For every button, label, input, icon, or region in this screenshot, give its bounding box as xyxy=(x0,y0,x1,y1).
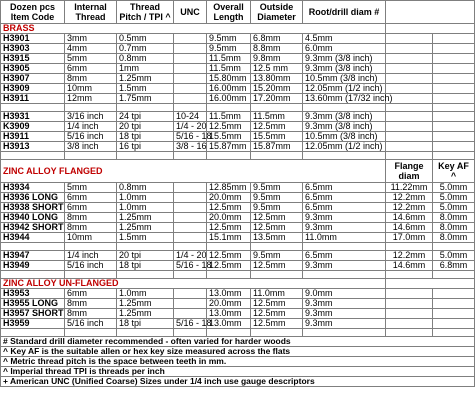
table-cell: 15.87mm xyxy=(207,142,251,152)
column-header: UNC xyxy=(174,1,207,24)
table-cell xyxy=(386,24,475,34)
table-cell: 14.6mm xyxy=(386,261,433,271)
table-cell: 6.5mm xyxy=(303,193,386,203)
table-row xyxy=(1,74,475,84)
table-cell xyxy=(386,299,433,309)
table-cell xyxy=(174,74,207,84)
table-row xyxy=(1,213,475,223)
item-code: H3931 xyxy=(1,112,65,122)
table-cell: 9.5mm xyxy=(251,251,303,261)
table-cell xyxy=(386,34,433,44)
item-code: H3940 LONG xyxy=(1,213,65,223)
table-cell xyxy=(386,122,433,132)
table-cell: 9.3mm (3/8 inch) xyxy=(303,122,386,132)
table-cell: 12.5mm xyxy=(207,122,251,132)
table-cell xyxy=(174,203,207,213)
table-row xyxy=(1,319,475,329)
table-cell: 8mm xyxy=(65,74,117,84)
table-cell: 12.5mm xyxy=(251,122,303,132)
column-header xyxy=(386,1,475,24)
table-row xyxy=(1,54,475,64)
table-cell: 6mm xyxy=(65,203,117,213)
table-cell: 1/4 inch xyxy=(65,251,117,261)
table-cell: 8.8mm xyxy=(251,44,303,54)
table-cell: 1.5mm xyxy=(117,233,174,243)
table-cell: 12.5mm xyxy=(207,203,251,213)
table-cell: 0.8mm xyxy=(117,183,174,193)
table-cell: 5.0mm xyxy=(433,203,475,213)
table-cell: 8mm xyxy=(65,299,117,309)
table-row xyxy=(1,84,475,94)
spacer-cell xyxy=(433,329,475,337)
item-code: H3947 xyxy=(1,251,65,261)
table-row xyxy=(1,64,475,74)
column-header: Thread Pitch / TPI ^ xyxy=(117,1,174,24)
section-header-row xyxy=(1,24,475,34)
spacer-cell xyxy=(303,271,386,279)
table-cell: 11.5mm xyxy=(207,112,251,122)
item-code: H3911 xyxy=(1,132,65,142)
item-code: H3936 LONG xyxy=(1,193,65,203)
table-cell xyxy=(433,319,475,329)
table-cell: 16.00mm xyxy=(207,94,251,104)
table-cell: 6.5mm xyxy=(303,183,386,193)
table-cell xyxy=(386,112,433,122)
table-cell: 1.5mm xyxy=(117,84,174,94)
spacer-cell xyxy=(174,152,207,160)
table-cell: 12.2mm xyxy=(386,251,433,261)
spacer-cell xyxy=(303,152,386,160)
table-cell: 9.5mm xyxy=(251,193,303,203)
spacer-cell xyxy=(433,152,475,160)
table-cell: 8.0mm xyxy=(433,213,475,223)
note-row xyxy=(1,367,475,377)
spacer-cell xyxy=(251,152,303,160)
table-row xyxy=(1,289,475,299)
table-cell: 3/8 - 16 xyxy=(174,142,207,152)
table-cell: 10mm xyxy=(65,84,117,94)
table-cell xyxy=(386,279,475,289)
table-cell xyxy=(433,94,475,104)
table-cell: 5/16 - 18 xyxy=(174,132,207,142)
table-cell xyxy=(174,223,207,233)
table-cell: 12.2mm xyxy=(386,203,433,213)
item-code: H3959 xyxy=(1,319,65,329)
table-cell xyxy=(386,94,433,104)
table-cell: 9.3mm xyxy=(303,299,386,309)
table-cell: 16.00mm xyxy=(207,84,251,94)
table-row xyxy=(1,94,475,104)
table-cell xyxy=(386,319,433,329)
table-cell xyxy=(174,44,207,54)
table-row xyxy=(1,44,475,54)
spacer-cell xyxy=(386,271,433,279)
table-cell xyxy=(433,309,475,319)
table-cell xyxy=(174,233,207,243)
table-cell xyxy=(433,299,475,309)
spacer-cell xyxy=(65,152,117,160)
table-cell xyxy=(386,54,433,64)
spacer-cell xyxy=(207,271,251,279)
note-row xyxy=(1,337,475,347)
table-cell: 8.0mm xyxy=(433,223,475,233)
item-code: H3949 xyxy=(1,261,65,271)
table-cell: 8mm xyxy=(65,309,117,319)
table-cell: 12.5mm xyxy=(251,223,303,233)
column-header: Flange diam xyxy=(386,160,433,183)
table-cell: 8mm xyxy=(65,213,117,223)
table-cell: 1mm xyxy=(117,64,174,74)
table-cell xyxy=(433,44,475,54)
note-text: + American UNC (Unified Coarse) Sizes under 1/4 inch use gauge descriptors xyxy=(1,377,475,387)
table-row xyxy=(1,309,475,319)
table-row xyxy=(1,261,475,271)
table-cell: 12mm xyxy=(65,94,117,104)
item-code: H3957 SHORT xyxy=(1,309,65,319)
table-cell xyxy=(174,299,207,309)
table-cell xyxy=(174,84,207,94)
table-cell xyxy=(433,34,475,44)
table-cell: 5/16 - 18 xyxy=(174,319,207,329)
table-cell: 9.5mm xyxy=(207,44,251,54)
table-cell: 15.5mm xyxy=(251,132,303,142)
table-cell: 8.0mm xyxy=(433,233,475,243)
table-cell xyxy=(433,142,475,152)
table-cell: 9.0mm xyxy=(303,289,386,299)
table-cell xyxy=(386,132,433,142)
table-cell: 5/16 inch xyxy=(65,319,117,329)
table-cell xyxy=(386,309,433,319)
table-cell xyxy=(386,44,433,54)
spacer-cell xyxy=(433,271,475,279)
table-cell xyxy=(433,112,475,122)
item-code: H3942 SHORT xyxy=(1,223,65,233)
spacer-cell xyxy=(386,329,433,337)
table-cell: 4.5mm xyxy=(303,34,386,44)
table-cell xyxy=(386,74,433,84)
table-cell: 10.5mm (3/8 inch) xyxy=(303,74,386,84)
table-cell: 13.0mm xyxy=(207,289,251,299)
table-cell: 20.0mm xyxy=(207,213,251,223)
table-cell: 1.25mm xyxy=(117,223,174,233)
table-cell: 20 tpi xyxy=(117,122,174,132)
table-cell: 12.5mm xyxy=(251,309,303,319)
spacer-cell xyxy=(386,152,433,160)
item-code: H3911 xyxy=(1,94,65,104)
note-text: ^ Imperial thread TPI is threads per inch xyxy=(1,367,475,377)
table-cell xyxy=(433,74,475,84)
table-cell: 13.60mm (17/32 inch) xyxy=(303,94,386,104)
table-cell: 1.0mm xyxy=(117,289,174,299)
table-cell: 10.5mm (3/8 inch) xyxy=(303,132,386,142)
table-cell: 17.0mm xyxy=(386,233,433,243)
table-cell: 12.5mm xyxy=(251,319,303,329)
column-header: Overall Length xyxy=(207,1,251,24)
table-cell: 9.5mm xyxy=(251,183,303,193)
table-cell: 9.3mm xyxy=(303,223,386,233)
table-row xyxy=(1,299,475,309)
column-header: Dozen pcs Item Code xyxy=(1,1,65,24)
table-cell: 1.0mm xyxy=(117,203,174,213)
table-cell: 11.5mm xyxy=(251,112,303,122)
table-cell: 15.1mm xyxy=(207,233,251,243)
table-cell xyxy=(174,213,207,223)
note-row xyxy=(1,377,475,387)
spacer-cell xyxy=(433,104,475,112)
item-code: H3953 xyxy=(1,289,65,299)
table-cell: 17.20mm xyxy=(251,94,303,104)
column-header: Internal Thread xyxy=(65,1,117,24)
table-cell: 5mm xyxy=(65,183,117,193)
table-row xyxy=(1,251,475,261)
table-cell: 13.0mm xyxy=(207,309,251,319)
table-cell xyxy=(174,54,207,64)
item-code: H3938 SHORT xyxy=(1,203,65,213)
table-cell xyxy=(174,34,207,44)
item-code: H3955 LONG xyxy=(1,299,65,309)
table-cell xyxy=(174,64,207,74)
table-cell: 12.2mm xyxy=(386,193,433,203)
table-cell: 13.0mm xyxy=(207,319,251,329)
section-title: BRASS xyxy=(1,24,386,34)
table-row xyxy=(1,34,475,44)
item-code: H3901 xyxy=(1,34,65,44)
table-cell xyxy=(386,142,433,152)
table-cell: 6.0mm xyxy=(303,44,386,54)
table-cell: 3/16 inch xyxy=(65,112,117,122)
table-cell: 0.7mm xyxy=(117,44,174,54)
table-row xyxy=(1,142,475,152)
item-code: H3905 xyxy=(1,64,65,74)
table-cell: 5.0mm xyxy=(433,183,475,193)
table-cell: 9.3mm (3/8 inch) xyxy=(303,64,386,74)
table-cell: 6mm xyxy=(65,289,117,299)
table-row xyxy=(1,203,475,213)
table-cell: 18 tpi xyxy=(117,132,174,142)
table-row xyxy=(1,233,475,243)
table-cell: 12.85mm xyxy=(207,183,251,193)
table-cell: 18 tpi xyxy=(117,319,174,329)
table-cell: 3/8 inch xyxy=(65,142,117,152)
item-code: H3907 xyxy=(1,74,65,84)
table-cell xyxy=(174,94,207,104)
table-cell: 5.0mm xyxy=(433,193,475,203)
note-row xyxy=(1,357,475,367)
table-cell: 1/4 - 20 xyxy=(174,251,207,261)
table-cell: 9.5mm xyxy=(207,34,251,44)
table-cell: 9.3mm xyxy=(303,261,386,271)
item-code: H3913 xyxy=(1,142,65,152)
table-cell: 15.87mm xyxy=(251,142,303,152)
table-cell: 12.5 mm xyxy=(251,64,303,74)
table-cell: 11.5mm xyxy=(207,54,251,64)
table-cell: 6.5mm xyxy=(303,251,386,261)
table-cell: 1/4 inch xyxy=(65,122,117,132)
table-cell: 12.5mm xyxy=(251,213,303,223)
note-text: ^ Key AF is the suitable allen or hex key size measured across the flats xyxy=(1,347,475,357)
note-text: # Standard drill diameter recommended - often varied for harder woods xyxy=(1,337,475,347)
table-cell: 11.5mm xyxy=(207,64,251,74)
table-cell: 11.22mm xyxy=(386,183,433,193)
table-cell: 12.5mm xyxy=(251,299,303,309)
table-cell: 6.8mm xyxy=(433,261,475,271)
table-cell: 1.25mm xyxy=(117,309,174,319)
spacer-cell xyxy=(174,271,207,279)
table-cell: 15.80mm xyxy=(207,74,251,84)
column-header: Root/drill diam # xyxy=(303,1,386,24)
table-cell: 6mm xyxy=(65,64,117,74)
table-cell: 5/16 - 18 xyxy=(174,261,207,271)
section-header-row xyxy=(1,279,475,289)
table-cell xyxy=(433,132,475,142)
item-code: H3915 xyxy=(1,54,65,64)
table-cell: 11.0mm xyxy=(251,289,303,299)
table-row xyxy=(1,193,475,203)
table-cell: 8mm xyxy=(65,223,117,233)
spacer-cell xyxy=(1,152,65,160)
table-cell: 1.25mm xyxy=(117,299,174,309)
table-cell xyxy=(174,309,207,319)
table-cell: 5.0mm xyxy=(433,251,475,261)
table-cell xyxy=(174,193,207,203)
table-cell: 9.3mm xyxy=(303,319,386,329)
spacer-cell xyxy=(303,329,386,337)
table-cell: 9.3mm xyxy=(303,213,386,223)
table-cell: 11.0mm xyxy=(303,233,386,243)
note-text: ^ Metric thread pitch is the space between teeth in mm. xyxy=(1,357,475,367)
table-row xyxy=(1,183,475,193)
table-cell: 12.05mm (1/2 inch) xyxy=(303,84,386,94)
item-code: H3944 xyxy=(1,233,65,243)
table-cell: 20.0mm xyxy=(207,193,251,203)
table-row xyxy=(1,223,475,233)
spacer-cell xyxy=(117,152,174,160)
table-cell: 10-24 xyxy=(174,112,207,122)
note-row xyxy=(1,347,475,357)
header-row xyxy=(1,1,475,24)
table-cell xyxy=(433,64,475,74)
table-cell: 1.0mm xyxy=(117,193,174,203)
table-cell xyxy=(433,54,475,64)
table-cell: 12.5mm xyxy=(207,261,251,271)
table-cell: 1.25mm xyxy=(117,213,174,223)
column-header: Key AF ^ xyxy=(433,160,475,183)
table-cell: 9.3mm xyxy=(303,309,386,319)
table-row xyxy=(1,132,475,142)
table-cell: 12.5mm xyxy=(251,261,303,271)
table-cell: 13.5mm xyxy=(251,233,303,243)
table-cell: 15.20mm xyxy=(251,84,303,94)
table-cell: 6.8mm xyxy=(251,34,303,44)
table-cell: 4mm xyxy=(65,44,117,54)
table-cell xyxy=(433,84,475,94)
table-cell: 14.6mm xyxy=(386,213,433,223)
table-cell: 18 tpi xyxy=(117,261,174,271)
table-cell xyxy=(386,64,433,74)
table-cell: 6mm xyxy=(65,193,117,203)
table-cell: 0.8mm xyxy=(117,54,174,64)
spacer-row xyxy=(1,152,475,160)
table-cell: 13.80mm xyxy=(251,74,303,84)
spacer-cell xyxy=(207,152,251,160)
table-cell xyxy=(174,183,207,193)
table-cell: 10mm xyxy=(65,233,117,243)
table-cell: 14.6mm xyxy=(386,223,433,233)
section-title: ZINC ALLOY UN-FLANGED xyxy=(1,279,386,289)
table-cell: 9.5mm xyxy=(251,203,303,213)
table-cell: 1.25mm xyxy=(117,74,174,84)
table-cell: 16 tpi xyxy=(117,142,174,152)
table-cell: 1/4 - 20 xyxy=(174,122,207,132)
table-row xyxy=(1,112,475,122)
table-cell: 15.5mm xyxy=(207,132,251,142)
table-cell: 9.8mm xyxy=(251,54,303,64)
table-cell xyxy=(433,289,475,299)
table-cell xyxy=(174,289,207,299)
table-cell: 9.3mm (3/8 inch) xyxy=(303,112,386,122)
table-row xyxy=(1,122,475,132)
table-cell xyxy=(433,122,475,132)
table-cell xyxy=(386,289,433,299)
item-code: H3903 xyxy=(1,44,65,54)
item-code: H3909 xyxy=(1,84,65,94)
table-cell: 12.05mm (1/2 inch) xyxy=(303,142,386,152)
spacer-cell xyxy=(386,104,433,112)
table-cell: 5/16 inch xyxy=(65,261,117,271)
table-cell: 20 tpi xyxy=(117,251,174,261)
column-header: Outside Diameter xyxy=(251,1,303,24)
table-cell: 20.0mm xyxy=(207,299,251,309)
spacer-cell xyxy=(117,271,174,279)
table-cell: 12.5mm xyxy=(207,223,251,233)
table-cell: 9.3mm (3/8 inch) xyxy=(303,54,386,64)
item-code: H3934 xyxy=(1,183,65,193)
table-cell: 0.5mm xyxy=(117,34,174,44)
item-code: K3909 xyxy=(1,122,65,132)
table-cell: 5mm xyxy=(65,54,117,64)
table-cell: 12.5mm xyxy=(207,251,251,261)
section-header-row xyxy=(1,160,475,183)
table-cell: 5/16 inch xyxy=(65,132,117,142)
spacer-cell xyxy=(251,271,303,279)
table-cell xyxy=(386,84,433,94)
table-cell: 1.75mm xyxy=(117,94,174,104)
section-title: ZINC ALLOY FLANGED xyxy=(1,160,386,183)
table-cell: 3mm xyxy=(65,34,117,44)
table-cell: 6.5mm xyxy=(303,203,386,213)
table-cell: 24 tpi xyxy=(117,112,174,122)
